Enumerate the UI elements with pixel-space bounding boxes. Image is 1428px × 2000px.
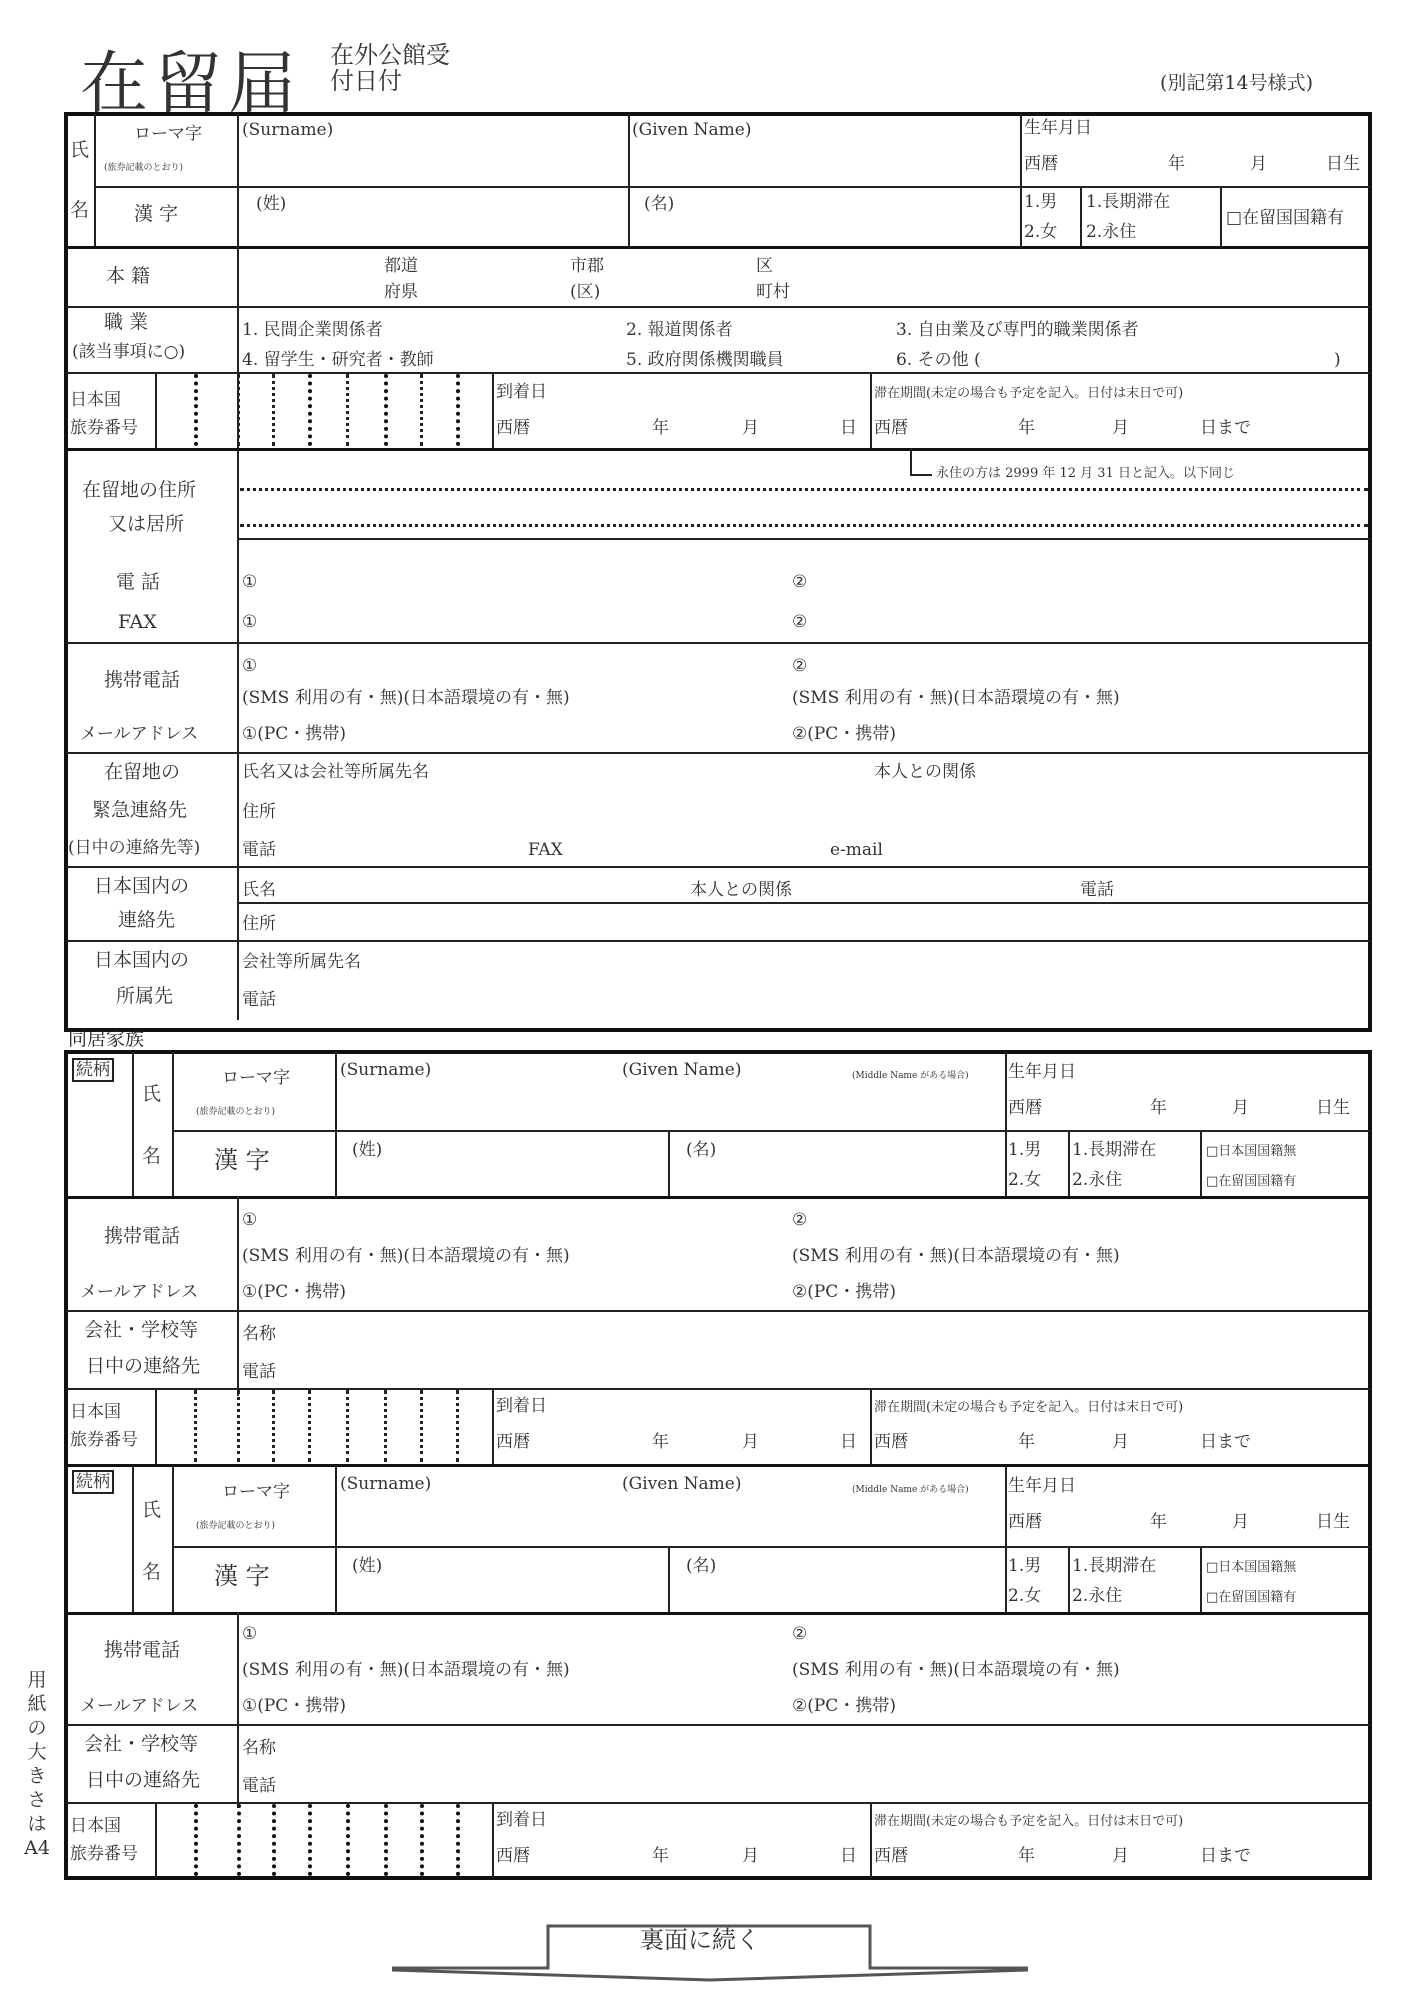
family2-residence-nationality-checkbox[interactable]: □在留国国籍有 [1206, 1590, 1297, 1605]
birth-label: 生年月日 [1024, 118, 1092, 138]
family1-no-jp-nationality-checkbox[interactable]: □日本国国籍無 [1206, 1144, 1297, 1159]
family2-mobile-2[interactable]: ② [792, 1624, 808, 1644]
tel-2[interactable]: ② [792, 572, 808, 592]
sex-female[interactable]: 2.女 [1024, 222, 1058, 242]
family2-email-2[interactable]: ②(PC・携帯) [792, 1696, 896, 1716]
honseki-label: 本 籍 [106, 265, 151, 287]
stay-month: 月 [1112, 418, 1129, 438]
emergency-fax-label: FAX [528, 840, 563, 860]
family1-seireki: 西暦 [1008, 1098, 1042, 1118]
family1-name-label-2: 名 [142, 1145, 162, 1167]
ward-1: 区 [756, 256, 773, 276]
jp-contact-tel-label: 電話 [1080, 880, 1114, 900]
family1-year: 年 [1150, 1098, 1167, 1118]
sms-note-1: (SMS 利用の有・無)(日本語環境の有・無) [242, 688, 570, 708]
family1-stay-seireki: 西暦 [874, 1432, 908, 1452]
family2-given-name-label: (Given Name) [622, 1474, 742, 1494]
family2-sms-note-2: (SMS 利用の有・無)(日本語環境の有・無) [792, 1660, 1120, 1680]
family1-sex-female[interactable]: 2.女 [1008, 1170, 1042, 1190]
family1-stay-until: 日まで [1200, 1432, 1251, 1452]
family1-email-label: メールアドレス [80, 1282, 199, 1302]
mobile-1[interactable]: ① [242, 656, 258, 676]
family1-passport-label-1: 日本国 [70, 1402, 121, 1422]
family1-company-label-2: 日中の連絡先 [86, 1355, 201, 1377]
family2-company-label-1: 会社・学校等 [84, 1733, 199, 1755]
family2-stay-until: 日まで [1200, 1846, 1251, 1866]
sms-note-2: (SMS 利用の有・無)(日本語環境の有・無) [792, 688, 1120, 708]
ward-2: 町村 [756, 282, 790, 302]
family2-romaji-sub: (旅券記載のとおり) [196, 1521, 276, 1531]
family1-email-1[interactable]: ①(PC・携帯) [242, 1282, 346, 1302]
fax-1[interactable]: ① [242, 612, 258, 632]
family1-sms-note-1: (SMS 利用の有・無)(日本語環境の有・無) [242, 1246, 570, 1266]
family2-stay-perm[interactable]: 2.永住 [1072, 1586, 1123, 1606]
arrival-month: 月 [742, 418, 759, 438]
family2-stay-month: 月 [1112, 1846, 1129, 1866]
stay-seireki: 西暦 [874, 418, 908, 438]
family2-surname-label: (Surname) [340, 1474, 432, 1494]
occupation-option-3[interactable]: 3. 自由業及び専門的職業関係者 [896, 320, 1139, 340]
family2-mobile-1[interactable]: ① [242, 1624, 258, 1644]
family2-relation-label: 続柄 [72, 1470, 114, 1494]
passport-label-2: 旅券番号 [70, 418, 138, 438]
surname-label: (Surname) [242, 120, 334, 140]
family1-stay-long[interactable]: 1.長期滞在 [1072, 1140, 1157, 1160]
emergency-label-3: (日中の連絡先等) [68, 838, 201, 858]
form-title: 在留届 [80, 45, 303, 124]
family2-passport-label-2: 旅券番号 [70, 1844, 138, 1864]
family1-arrival-month: 月 [742, 1432, 759, 1452]
family1-mobile-1[interactable]: ① [242, 1210, 258, 1230]
occupation-option-6[interactable]: 6. その他 ( [896, 350, 981, 370]
occupation-option-5[interactable]: 5. 政府関係機関職員 [626, 350, 784, 370]
family2-passport-label-1: 日本国 [70, 1816, 121, 1836]
family1-surname-label: (Surname) [340, 1060, 432, 1080]
mobile-label: 携帯電話 [104, 669, 181, 691]
residence-nationality-checkbox[interactable]: □在留国国籍有 [1226, 208, 1345, 228]
family1-middle-name-note: (Middle Name がある場合) [852, 1071, 969, 1081]
family2-company-label-2: 日中の連絡先 [86, 1769, 201, 1791]
family1-arrival-year: 年 [652, 1432, 669, 1452]
family-section-title: 同居家族 [68, 1028, 145, 1050]
romaji-sub: (旅券記載のとおり) [104, 163, 184, 173]
jp-affiliation-label-2: 所属先 [116, 985, 174, 1007]
emergency-relation-label: 本人との関係 [874, 762, 976, 782]
family2-email-label: メールアドレス [80, 1696, 199, 1716]
family1-stay-month: 月 [1112, 1432, 1129, 1452]
family1-given-name-label: (Given Name) [622, 1060, 742, 1080]
family1-mobile-2[interactable]: ② [792, 1210, 808, 1230]
jp-contact-label-2: 連絡先 [118, 909, 176, 931]
fax-2[interactable]: ② [792, 612, 808, 632]
family1-arrival-label: 到着日 [496, 1396, 547, 1416]
family2-stay-period-label: 滞在期間(未定の場合も予定を記入。日付は末日で可) [874, 1814, 1184, 1829]
receipt-date-label: 在外公館受付日付 [330, 41, 450, 95]
family2-stay-year: 年 [1018, 1846, 1035, 1866]
family2-seireki: 西暦 [1008, 1512, 1042, 1532]
kanji-label: 漢 字 [134, 203, 179, 225]
jp-contact-label-1: 日本国内の [94, 875, 190, 897]
email-1[interactable]: ①(PC・携帯) [242, 724, 346, 744]
family1-email-2[interactable]: ②(PC・携帯) [792, 1282, 896, 1302]
pref-1: 都道 [384, 256, 418, 276]
name-label-1: 氏 [70, 139, 90, 161]
family2-name-label-1: 氏 [142, 1499, 162, 1521]
occupation-sub: (該当事項に○) [72, 342, 186, 362]
family2-mei-label: (名) [686, 1556, 717, 1576]
given-name-label: (Given Name) [632, 120, 752, 140]
jp-contact-address-label: 住所 [242, 914, 276, 934]
family2-arrival-seireki: 西暦 [496, 1846, 530, 1866]
family2-arrival-month: 月 [742, 1846, 759, 1866]
family1-stay-perm[interactable]: 2.永住 [1072, 1170, 1123, 1190]
address-label-2: 又は居所 [108, 513, 185, 535]
occupation-option-2[interactable]: 2. 報道関係者 [626, 320, 733, 340]
family1-arrival-day: 日 [840, 1432, 857, 1452]
address-label-1: 在留地の住所 [82, 479, 197, 501]
family1-sei-label: (姓) [352, 1140, 383, 1160]
occupation-option-6-close: ) [1334, 350, 1341, 370]
family1-birthday-suffix: 日生 [1316, 1098, 1350, 1118]
emergency-email-label: e-mail [830, 840, 883, 860]
occupation-option-4[interactable]: 4. 留学生・研究者・教師 [242, 350, 434, 370]
birthday-suffix: 日生 [1326, 154, 1360, 174]
family1-mei-label: (名) [686, 1140, 717, 1160]
family2-sms-note-1: (SMS 利用の有・無)(日本語環境の有・無) [242, 1660, 570, 1680]
family2-sei-label: (姓) [352, 1556, 383, 1576]
continue-label[interactable]: 裏面に続く [640, 1926, 760, 1954]
tel-label: 電 話 [116, 571, 161, 593]
emergency-label-1: 在留地の [104, 761, 181, 783]
family1-sex-male[interactable]: 1.男 [1008, 1140, 1042, 1160]
passport-label-1: 日本国 [70, 390, 121, 410]
emergency-tel-label: 電話 [242, 840, 276, 860]
romaji-label: ローマ字 [134, 124, 202, 144]
occupation-label: 職 業 [104, 311, 149, 333]
family2-birth-label: 生年月日 [1008, 1476, 1076, 1496]
family2-company-tel-label: 電話 [242, 1776, 276, 1796]
form-number: (別記第14号様式) [1160, 72, 1314, 94]
tel-1[interactable]: ① [242, 572, 258, 592]
family2-company-name-label: 名称 [242, 1738, 276, 1758]
jp-affiliation-label-1: 日本国内の [94, 949, 190, 971]
family2-arrival-year: 年 [652, 1846, 669, 1866]
occupation-option-1[interactable]: 1. 民間企業関係者 [242, 320, 383, 340]
family1-birth-label: 生年月日 [1008, 1062, 1076, 1082]
year: 年 [1168, 154, 1185, 174]
family1-stay-period-label: 滞在期間(未定の場合も予定を記入。日付は末日で可) [874, 1400, 1184, 1415]
month: 月 [1250, 154, 1267, 174]
city-2: (区) [570, 282, 601, 302]
family2-email-1[interactable]: ①(PC・携帯) [242, 1696, 346, 1716]
family1-stay-year: 年 [1018, 1432, 1035, 1452]
family2-kanji-label: 漢 字 [214, 1562, 270, 1590]
family1-romaji-sub: (旅券記載のとおり) [196, 1107, 276, 1117]
permanent-resident-note: 永住の方は 2999 年 12 月 31 日と記入。以下同じ [936, 466, 1235, 481]
emergency-label-2: 緊急連絡先 [92, 799, 188, 821]
family2-sex-female[interactable]: 2.女 [1008, 1586, 1042, 1606]
family1-company-tel-label: 電話 [242, 1362, 276, 1382]
mobile-2[interactable]: ② [792, 656, 808, 676]
paper-size-note: 用紙の大きさはA4 [24, 1669, 50, 1859]
jp-affiliation-tel-label: 電話 [242, 990, 276, 1010]
emergency-name-label: 氏名又は会社等所属先名 [242, 762, 429, 782]
family1-mobile-label: 携帯電話 [104, 1225, 181, 1247]
family1-arrival-seireki: 西暦 [496, 1432, 530, 1452]
arrival-day: 日 [840, 418, 857, 438]
email-2[interactable]: ②(PC・携帯) [792, 724, 896, 744]
family1-company-name-label: 名称 [242, 1324, 276, 1344]
sex-male[interactable]: 1.男 [1024, 192, 1058, 212]
family1-kanji-label: 漢 字 [214, 1146, 270, 1174]
stay-perm[interactable]: 2.永住 [1086, 222, 1137, 242]
family2-name-label-2: 名 [142, 1561, 162, 1583]
family2-stay-long[interactable]: 1.長期滞在 [1072, 1556, 1157, 1576]
stay-until: 日まで [1200, 418, 1251, 438]
email-label: メールアドレス [80, 724, 199, 744]
emergency-address-label: 住所 [242, 802, 276, 822]
family2-arrival-label: 到着日 [496, 1810, 547, 1830]
family2-mobile-label: 携帯電話 [104, 1639, 181, 1661]
family1-romaji-label: ローマ字 [222, 1068, 290, 1088]
family2-no-jp-nationality-checkbox[interactable]: □日本国国籍無 [1206, 1560, 1297, 1575]
seireki: 西暦 [1024, 154, 1058, 174]
stay-year: 年 [1018, 418, 1035, 438]
family2-month: 月 [1232, 1512, 1249, 1532]
mei-label: (名) [644, 194, 675, 214]
family1-sms-note-2: (SMS 利用の有・無)(日本語環境の有・無) [792, 1246, 1120, 1266]
family1-relation-label: 続柄 [72, 1058, 114, 1082]
jp-contact-name-label: 氏名 [242, 880, 276, 900]
family1-name-label-1: 氏 [142, 1083, 162, 1105]
family1-residence-nationality-checkbox[interactable]: □在留国国籍有 [1206, 1174, 1297, 1189]
stay-period-label: 滞在期間(未定の場合も予定を記入。日付は末日で可) [874, 386, 1184, 401]
sei-label: (姓) [256, 194, 287, 214]
name-label-2: 名 [70, 199, 90, 221]
arrival-seireki: 西暦 [496, 418, 530, 438]
family2-arrival-day: 日 [840, 1846, 857, 1866]
family2-sex-male[interactable]: 1.男 [1008, 1556, 1042, 1576]
family2-romaji-label: ローマ字 [222, 1482, 290, 1502]
stay-long[interactable]: 1.長期滞在 [1086, 192, 1171, 212]
arrival-year: 年 [652, 418, 669, 438]
family1-passport-label-2: 旅券番号 [70, 1430, 138, 1450]
family1-month: 月 [1232, 1098, 1249, 1118]
arrival-label: 到着日 [496, 382, 547, 402]
city-1: 市郡 [570, 256, 604, 276]
family2-stay-seireki: 西暦 [874, 1846, 908, 1866]
family2-birthday-suffix: 日生 [1316, 1512, 1350, 1532]
family2-middle-name-note: (Middle Name がある場合) [852, 1485, 969, 1495]
family2-year: 年 [1150, 1512, 1167, 1532]
jp-contact-relation-label: 本人との関係 [690, 880, 792, 900]
pref-2: 府県 [384, 282, 418, 302]
fax-label: FAX [118, 611, 157, 633]
jp-affiliation-company-label: 会社等所属先名 [242, 952, 361, 972]
family1-company-label-1: 会社・学校等 [84, 1319, 199, 1341]
